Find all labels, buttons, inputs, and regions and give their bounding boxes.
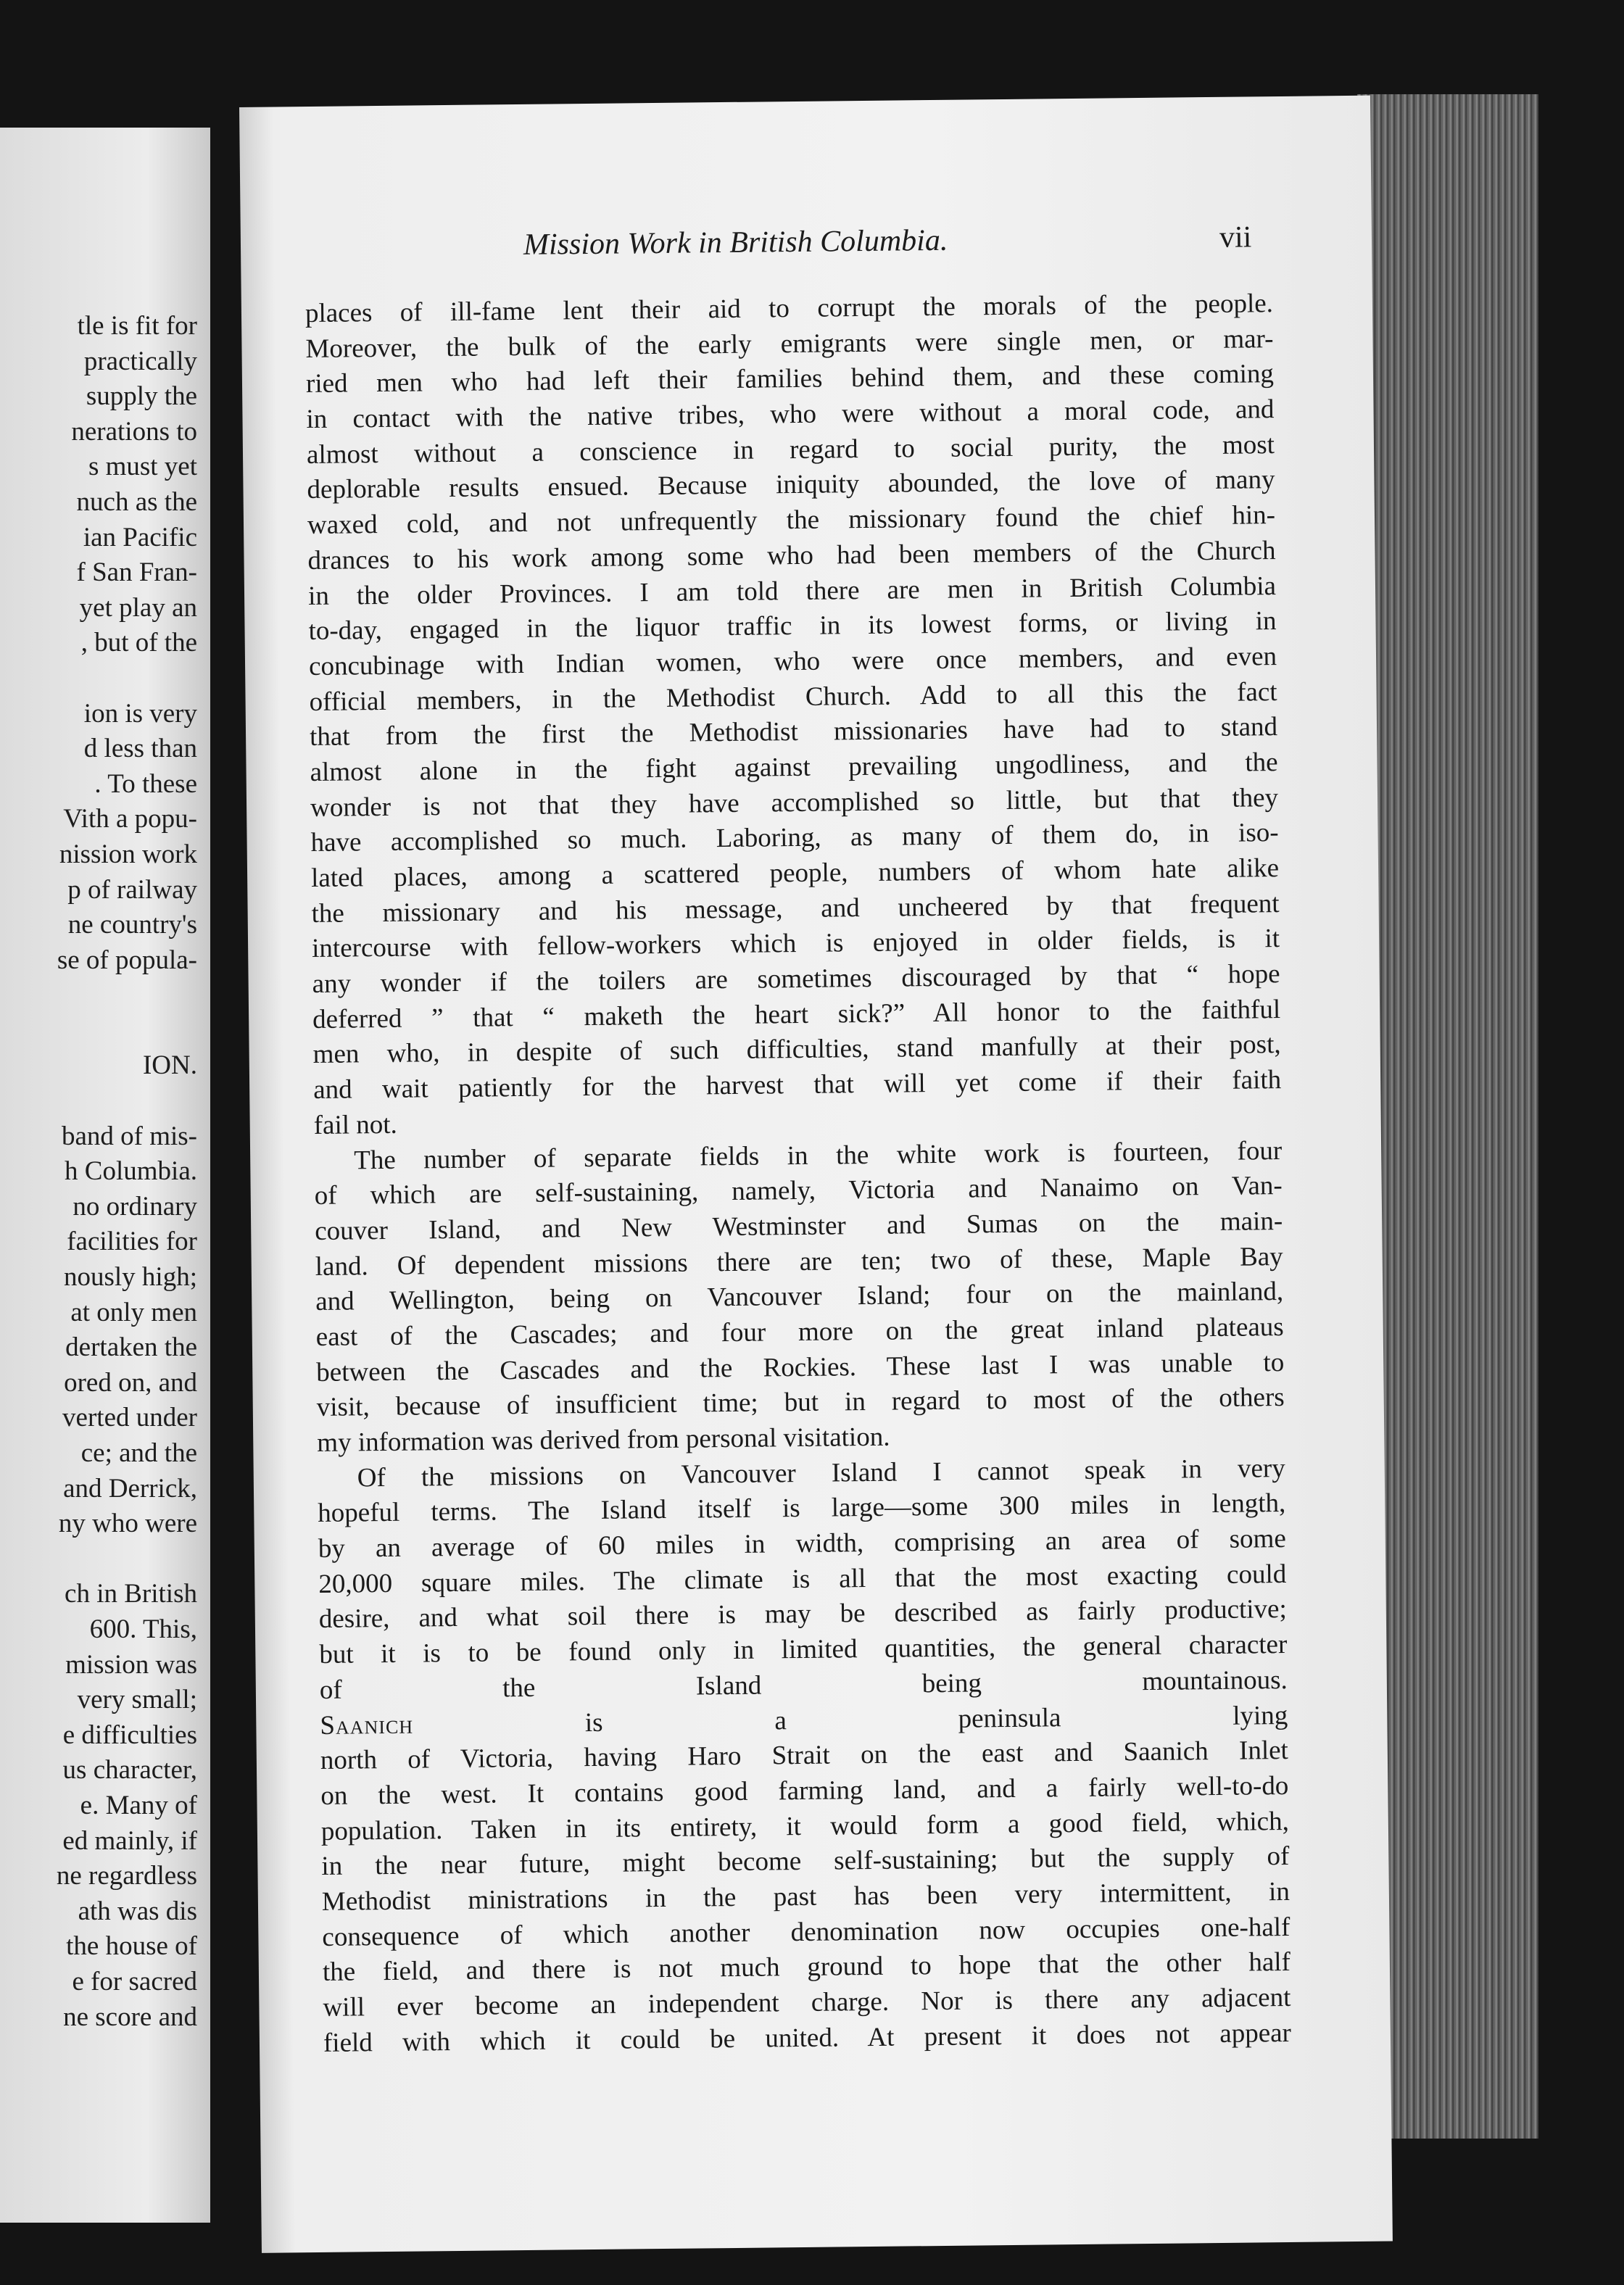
- left-fragment-line: us character,: [62, 1755, 197, 1786]
- text-line: land. Of dependent missions there are ten; two of these, Maple Bay: [315, 1241, 1283, 1282]
- left-fragment-line: [0, 978, 197, 1013]
- left-fragment-line: ne regardless: [56, 1861, 197, 1891]
- left-fragment-line: ne score and: [63, 2002, 197, 2032]
- text-line: drances to his work among some who had been members of the Church: [307, 535, 1276, 576]
- text-line: ried men who had left their families behind them, and these coming: [305, 359, 1275, 399]
- left-fragment-line: e for sacred: [72, 1966, 197, 1996]
- left-fragment-line: ce; and the: [80, 1438, 197, 1468]
- left-fragment-line: e difficulties: [62, 1720, 197, 1750]
- left-fragment-line: practically: [83, 346, 197, 376]
- text-line: to-day, engaged in the liquor traffic in its lowest forms, or living in: [308, 606, 1277, 647]
- text-line: on the west. It contains good farming land, and a fairly well-to-do: [320, 1770, 1289, 1811]
- text-line: field with which it could be united. At present it does not appear: [323, 2017, 1292, 2058]
- left-fragment-line: no ordinary: [72, 1191, 197, 1222]
- text-line: in the near future, might become self-sustaining; but the supply of: [321, 1841, 1290, 1882]
- page-number: vii: [1219, 220, 1252, 254]
- right-page: [239, 96, 1393, 2253]
- text-line: fail not.: [313, 1109, 398, 1140]
- text-line: have accomplished so much. Laboring, as many of them do, in iso-: [310, 818, 1279, 858]
- left-fragment-line: [0, 1084, 197, 1119]
- text-line: and Wellington, being on Vancouver Island; four on the mainland,: [315, 1277, 1284, 1317]
- left-fragment-line: ION.: [142, 1050, 197, 1081]
- text-line: The number of separate fields in the white work is fourteen, four: [354, 1135, 1283, 1175]
- left-fragment-line: , but of the: [80, 628, 197, 658]
- text-line: places of ill-fame lent their aid to corrupt the morals of the people.: [304, 289, 1274, 329]
- text-line: lated places, among a scattered people, numbers of whom hate alike: [310, 853, 1280, 894]
- text-line: consequence of which another denomination now occupies one-half: [322, 1912, 1290, 1952]
- text-line: wonder is not that they have accomplished so little, but that they: [310, 782, 1279, 823]
- left-fragment-line: [0, 1542, 197, 1577]
- left-fragment-line: se of popula-: [57, 945, 197, 975]
- left-fragment-line: and Derrick,: [63, 1473, 197, 1504]
- left-fragment-line: [0, 661, 197, 697]
- left-fragment-line: verted under: [62, 1403, 197, 1433]
- left-fragment-line: ny who were: [58, 1509, 197, 1539]
- text-line: couver Island, and New Westminster and Sumas on the main-: [315, 1206, 1283, 1246]
- text-line: hopeful terms. The Island itself is large—some 300 miles in length,: [318, 1488, 1286, 1529]
- text-line: almost alone in the fight against prevailing ungodliness, and the: [310, 747, 1278, 787]
- text-line: 20,000 square miles. The climate is all that the most exacting could: [318, 1559, 1287, 1599]
- text-line: waxed cold, and not unfrequently the missionary found the chief hin-: [307, 500, 1276, 541]
- left-fragment-line: e. Many of: [80, 1790, 197, 1820]
- left-fragment-line: ed mainly, if: [62, 1825, 197, 1856]
- text-line: and wait patiently for the harvest that will yet come if their faith: [312, 1065, 1282, 1106]
- left-fragment-line: nerations to: [71, 416, 197, 447]
- left-fragment-line: ch in British: [65, 1579, 197, 1609]
- left-fragment-line: 600. This,: [89, 1614, 197, 1644]
- text-line: by an average of 60 miles in width, comprising an area of some: [318, 1524, 1286, 1564]
- text-line: of which are self-sustaining, namely, Victoria and Nanaimo on Van-: [314, 1171, 1283, 1211]
- text-line: men who, in despite of such difficulties, stand manfully at their post,: [312, 1029, 1281, 1070]
- left-fragment-line: . To these: [94, 768, 197, 799]
- text-line: deplorable results ensued. Because iniquity abounded, the love of many: [307, 465, 1275, 505]
- left-fragment-line: Vith a popu-: [63, 804, 197, 834]
- text-line: in the older Provinces. I am told there are men in British Columbia: [307, 571, 1277, 611]
- left-fragment-line: d less than: [83, 734, 197, 764]
- paragraph-3: [318, 1451, 1292, 2062]
- left-fragment-line: nously high;: [64, 1262, 197, 1293]
- text-line: intercourse with fellow-workers which is enjoyed in older fields, is it: [311, 924, 1280, 964]
- saanich-small-caps: Saanich: [320, 1709, 414, 1741]
- body-text: [305, 286, 1291, 2061]
- text-line: that from the first the Methodist missionaries have had to stand: [309, 712, 1278, 752]
- text-line: between the Cascades and the Rockies. These last I was unable to: [316, 1347, 1285, 1388]
- text-line: north of Victoria, having Haro Strait on the east and Saanich Inlet: [320, 1735, 1289, 1776]
- text-line: of the Island being mountainous.: [319, 1664, 1288, 1705]
- text-line: Methodist ministrations in the past has been very intermittent, in: [321, 1876, 1290, 1917]
- text-line: east of the Cascades; and four more on the great inland plateaus: [315, 1311, 1284, 1352]
- text-line: the field, and there is not much ground to hope that the other half: [322, 1947, 1291, 1988]
- text-line: any wonder if the toilers are sometimes discouraged by that “ hope: [312, 959, 1280, 1000]
- left-fragment-line: f San Fran-: [76, 557, 197, 588]
- left-fragment-line: band of mis-: [61, 1121, 197, 1151]
- left-fragment-line: facilities for: [67, 1227, 197, 1257]
- left-fragment-line: p of railway: [67, 874, 197, 905]
- text-line: but it is to be found only in limited quantities, the general character: [319, 1630, 1288, 1670]
- left-fragment-line: ian Pacific: [83, 522, 197, 552]
- text-line: deferred ” that “ maketh the heart sick?” All honor to the faithful: [312, 994, 1281, 1034]
- text-line: visit, because of insufficient time; but in regard to most of the others: [316, 1382, 1285, 1423]
- text-line: will ever become an independent charge. Nor is there any adjacent: [323, 1982, 1291, 2023]
- left-fragment-line: supply the: [86, 381, 197, 412]
- left-fragment-line: s must yet: [88, 452, 197, 482]
- paragraph-1: [305, 286, 1282, 1143]
- left-fragment-line: the house of: [66, 1931, 197, 1962]
- left-fragment-line: dertaken the: [65, 1332, 197, 1363]
- paragraph-2: [314, 1134, 1285, 1461]
- left-fragment-line: yet play an: [79, 592, 197, 623]
- left-fragment-line: ored on, and: [64, 1367, 197, 1398]
- text-line: the missionary and his message, and uncheered by that frequent: [311, 888, 1280, 929]
- text-line: desire, and what soil there is may be described as fairly productive;: [318, 1594, 1287, 1635]
- text-line: Moreover, the bulk of the early emigrants were single men, or mar-: [305, 323, 1274, 364]
- left-fragment-line: mission was: [65, 1649, 197, 1680]
- running-title: Mission Work in British Columbia.: [523, 223, 948, 262]
- left-page-fragment: [0, 128, 210, 2223]
- left-fragment-line: nission work: [59, 839, 197, 869]
- left-fragment-line: at only men: [70, 1297, 197, 1327]
- text-line: concubinage with Indian women, who were once members, and even: [308, 641, 1277, 681]
- text-line: Of the missions on Vancouver Island I cannot speak in very: [357, 1453, 1285, 1493]
- left-fragment-line: ne country's: [67, 910, 197, 940]
- left-fragment-line: tle is fit for: [77, 311, 197, 341]
- text-line: my information was derived from personal visitation.: [317, 1422, 890, 1458]
- left-fragment-line: [0, 1013, 197, 1049]
- left-fragment-line: ion is very: [83, 698, 197, 729]
- left-page-text-column: [0, 309, 197, 2035]
- text-line: official members, in the Methodist Church. Add to all this the fact: [309, 676, 1277, 717]
- saanich-line-rest: is a peninsula lying: [584, 1700, 1288, 1738]
- left-fragment-line: ath was dis: [78, 1896, 197, 1926]
- running-header: [241, 219, 1372, 274]
- left-fragment-line: nuch as the: [76, 486, 197, 517]
- text-line: almost without a conscience in regard to social purity, the most: [306, 429, 1275, 470]
- text-line: in contact with the native tribes, who were without a moral code, and: [306, 394, 1275, 435]
- left-fragment-line: h Columbia.: [65, 1156, 197, 1187]
- left-fragment-line: very small;: [77, 1685, 197, 1715]
- text-line: population. Taken in its entirety, it would form a good field, which,: [320, 1806, 1290, 1846]
